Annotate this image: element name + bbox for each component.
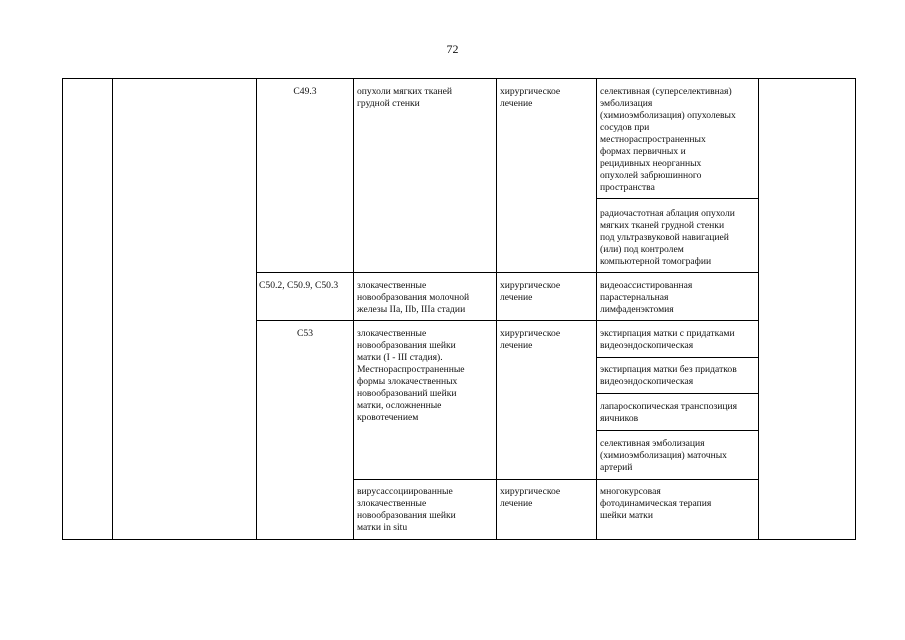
row-border: [596, 357, 758, 358]
column-border: [596, 78, 597, 540]
table-top-border: [62, 78, 856, 79]
column-border: [256, 78, 257, 540]
diagnosis-cell: злокачественные новообразования шейки матки (I - III стадия). Местнораспространенные формы злокачественных новообразований шейки матки, осложненные кровотечением: [357, 328, 465, 423]
page-number: 72: [446, 42, 459, 56]
diagnosis-cell: вирусассоциированные злокачественные новообразования шейки матки in situ: [357, 486, 456, 533]
row-border: [596, 393, 758, 394]
row-border: [256, 272, 758, 273]
column-border: [496, 78, 497, 540]
method-cell: лапароскопическая транспозиция яичников: [600, 401, 738, 424]
row-border: [596, 198, 758, 199]
treatment-cell: хирургическое лечение: [500, 328, 561, 351]
column-border: [353, 78, 354, 540]
code-cell: C49.3: [293, 86, 317, 97]
method-cell: многокурсовая фотодинамическая терапия шейки матки: [600, 486, 712, 521]
column-border: [758, 78, 759, 540]
row-border: [256, 320, 758, 321]
diagnosis-cell: злокачественные новообразования молочной железы IIa, IIb, IIIa стадии: [357, 280, 470, 315]
method-cell: экстирпация матки без придатков видеоэндоскопическая: [600, 364, 737, 387]
method-cell: видеоассистированная парастернальная лимфаденэктомия: [600, 280, 693, 315]
method-cell: экстирпация матки с придатками видеоэндоскопическая: [600, 328, 735, 351]
code-cell: C50.2, C50.9, C50.3: [259, 280, 339, 291]
row-border: [353, 479, 758, 480]
diagnosis-cell: опухоли мягких тканей грудной стенки: [357, 86, 453, 109]
method-cell: селективная (суперселективная) эмболизация (химиоэмболизация) опухолевых сосудов при местнораспространенных формах первичных и рецидивных неорганных опухолей забрюшинного пространства: [600, 86, 736, 193]
column-border: [62, 78, 63, 540]
row-border: [596, 430, 758, 431]
treatment-cell: хирургическое лечение: [500, 486, 561, 509]
method-cell: селективная эмболизация (химиоэмболизация) маточных артерий: [600, 438, 727, 473]
treatment-cell: хирургическое лечение: [500, 280, 561, 303]
column-border: [112, 78, 113, 540]
table-bottom-border: [62, 539, 856, 540]
code-cell: C53: [297, 328, 313, 339]
method-cell: радиочастотная аблация опухоли мягких тканей грудной стенки под ультразвуковой навигацией (или) под контролем компьютерной томографии: [600, 208, 735, 267]
column-border: [855, 78, 856, 540]
treatment-cell: хирургическое лечение: [500, 86, 561, 109]
